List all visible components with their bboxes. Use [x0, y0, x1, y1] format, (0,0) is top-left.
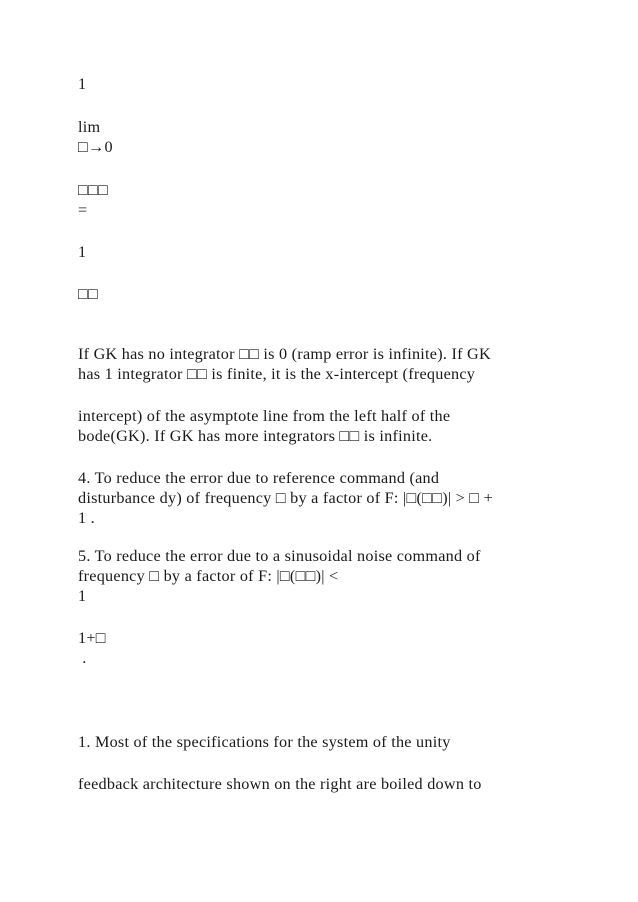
- text-line-11: bode(GK). If GK has more integrators □□ is infinite.: [78, 427, 433, 445]
- text-line-9: has 1 integrator □□ is finite, it is the x-intercept (frequency: [78, 365, 476, 383]
- text-line-15: 5. To reduce the error due to a sinusoidal noise command of: [78, 547, 481, 565]
- text-line-4: □□□: [78, 181, 109, 199]
- text-line-19: .: [78, 649, 87, 667]
- text-line-20: 1. Most of the specifications for the system of the unity: [78, 733, 451, 751]
- text-line-6: 1: [78, 243, 87, 261]
- text-line-10: intercept) of the asymptote line from the left half of the: [78, 407, 451, 425]
- text-line-5: =: [78, 201, 88, 219]
- text-line-14: 1 .: [78, 509, 95, 527]
- text-line-7: □□: [78, 285, 99, 303]
- text-line-17: 1: [78, 587, 87, 605]
- text-line-18: 1+□: [78, 629, 106, 647]
- text-line-8: If GK has no integrator □□ is 0 (ramp error is infinite). If GK: [78, 345, 491, 363]
- text-line-1: 1: [78, 75, 87, 93]
- text-line-3: □→0: [78, 138, 113, 156]
- text-line-13: disturbance dy) of frequency □ by a factor of F: |□(□□)| > □ +: [78, 489, 494, 507]
- text-line-21: feedback architecture shown on the right are boiled down to: [78, 775, 482, 793]
- text-line-12: 4. To reduce the error due to reference command (and: [78, 469, 440, 487]
- text-line-2: lim: [78, 118, 101, 136]
- text-line-16: frequency □ by a factor of F: |□(□□)| <: [78, 567, 339, 585]
